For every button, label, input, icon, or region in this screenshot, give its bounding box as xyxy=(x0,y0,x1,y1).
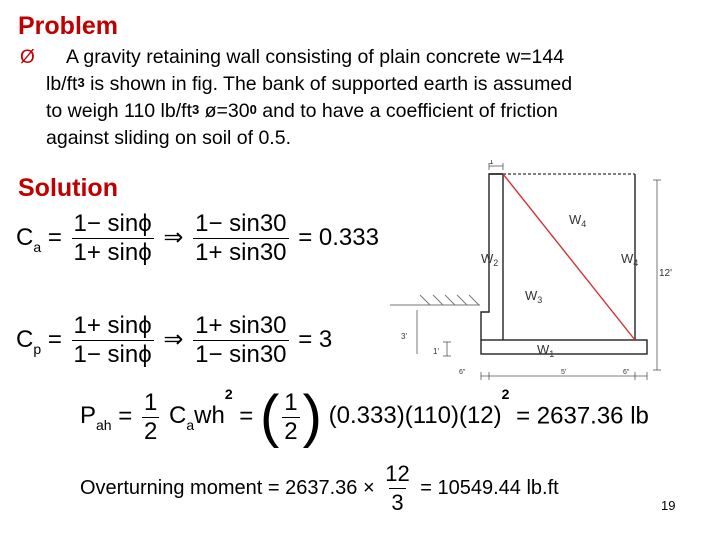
pah-values: $(0.333)(110)(12)^2$ xyxy=(328,386,510,430)
overturning-result: = 10549.44 lb.ft xyxy=(420,476,559,499)
cp-fraction-1: $\frac{1+ \sin\phi}{1- \sin\phi}$ xyxy=(73,312,152,368)
height-dim-label: 12' xyxy=(659,268,673,279)
pah-result: = 2637.36 lb xyxy=(516,402,649,430)
wall-back-face xyxy=(503,174,635,340)
problem-statement xyxy=(46,44,706,152)
cp-lhs: $C_p$ xyxy=(16,325,42,357)
solution-heading: Solution xyxy=(18,174,118,202)
bottom-right-dim: 6" xyxy=(623,369,630,376)
problem-line-3: to weigh 110 $lb/ft^3$ $ø=30^0$ and to have a coefficient of friction xyxy=(46,100,558,122)
base-dim-label: 1' xyxy=(433,347,439,356)
ca-lhs: $C_a$ xyxy=(16,223,42,255)
bullet-arrow-icon: Ø xyxy=(20,47,35,68)
pah-paren-fraction: $\frac{1}{2}$ xyxy=(284,388,298,445)
w2-label: $W_2$ xyxy=(481,251,499,268)
cp-fraction-2: $\frac{1+ \sin 30}{1- \sin 30}$ xyxy=(195,312,287,368)
bottom-mid-dim: 5' xyxy=(561,369,567,376)
overturning-fraction: $\frac{12}{3}$ xyxy=(385,461,410,515)
w4-top-label: $W_4$ xyxy=(569,212,587,229)
bottom-left-dim: 6" xyxy=(459,369,466,376)
problem-line-4: against sliding on soil of 0.5. xyxy=(46,127,291,149)
overturning-equation: Overturning moment = 2637.36 × $\frac{12}{3}$ = 10549.44 lb.ft xyxy=(80,461,559,515)
ca-fraction-1: $\frac{1- \sin\phi}{1+ \sin\phi}$ xyxy=(73,210,152,266)
w4-side-label: $W_4$ xyxy=(621,251,639,268)
problem-heading: Problem xyxy=(18,12,119,40)
retaining-wall-figure xyxy=(385,160,685,385)
backfill-ground xyxy=(390,295,480,305)
problem-line-2: $lb/ft^3$ is shown in fig. The bank of supported earth is assumed xyxy=(46,73,573,95)
pah-lhs: $P_{ah}$ xyxy=(80,402,112,434)
pah-equation: $P_{ah}$ = $\frac{1}{2}$ $C_awh^2$ = ( $\frac{1}{2}$ ) $(0.333)(110)(12)^2 = 2637.36$ lb xyxy=(80,384,649,449)
ca-fraction-2: $\frac{1- \sin 30}{1+ \sin 30}$ xyxy=(195,210,287,266)
pah-expression: $C_awh^2$ xyxy=(168,386,233,434)
cp-equation: $C_p$ = $\frac{1+ \sin\phi}{1- \sin\phi}$ ⇒ $\frac{1+ \sin 30}{1- \sin 30}$ = 3 xyxy=(16,312,333,368)
ca-result: = 0.333 xyxy=(298,223,379,251)
pah-half-fraction: $\frac{1}{2}$ xyxy=(143,388,158,445)
cp-result: = 3 xyxy=(298,325,333,353)
w3-label: $W_3$ xyxy=(525,288,543,305)
implies-arrow-icon: ⇒ xyxy=(163,325,184,353)
w1-label: $W_1$ xyxy=(537,342,555,359)
ca-equation: $C_a$ = $\frac{1- \sin\phi}{1+ \sin\phi}$ ⇒ $\frac{1- \sin 30}{1+ \sin 30}$ = 0.333 xyxy=(16,210,379,266)
page-number: 19 xyxy=(661,498,676,513)
overturning-label: Overturning moment xyxy=(80,476,263,499)
implies-arrow-icon: ⇒ xyxy=(163,223,184,251)
base-dimension xyxy=(443,342,451,356)
problem-line-1: A gravity retaining wall consisting of plain concrete w=144 xyxy=(66,46,565,68)
soil-dim-label: 3' xyxy=(401,332,407,341)
top-dim-label: 1' xyxy=(489,160,495,166)
